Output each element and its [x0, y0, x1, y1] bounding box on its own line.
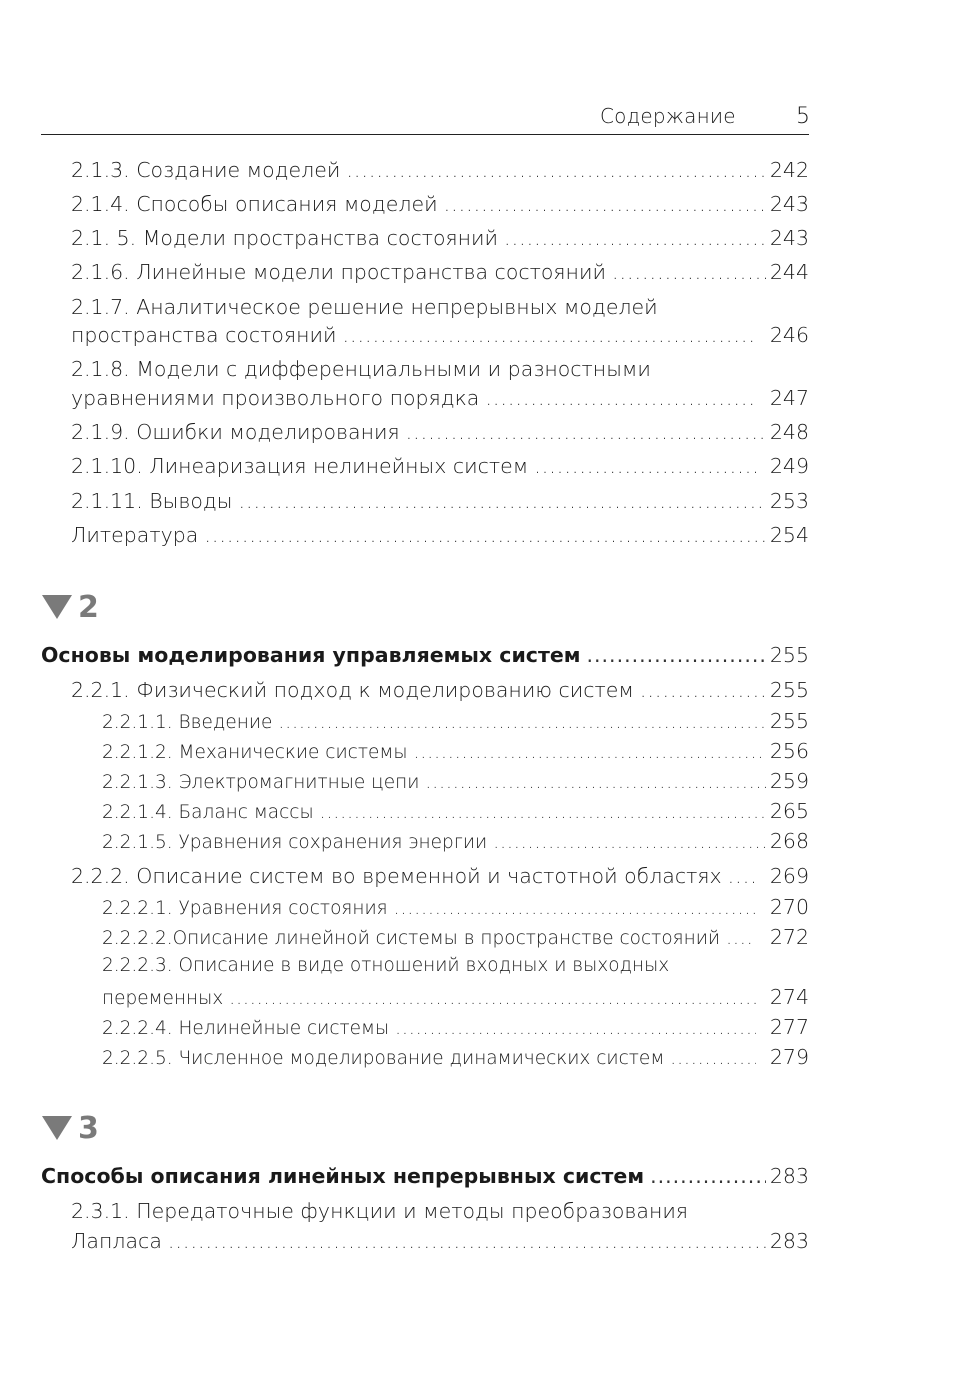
toc-entry-page: 247	[769, 386, 809, 410]
toc-subentry[interactable]	[102, 829, 809, 853]
toc-entry-title: 2.1. 5. Модели пространства состояний	[71, 226, 499, 250]
toc-dot-leader	[493, 832, 766, 853]
toc-subentry[interactable]	[102, 739, 809, 763]
toc-entry[interactable]	[71, 420, 809, 444]
toc-entry-title: 2.1.9. Ошибки моделирования	[71, 420, 400, 444]
toc-entry[interactable]	[71, 158, 809, 182]
toc-dot-leader	[425, 772, 765, 793]
toc-entry-title: 2.2.1. Физический подход к моделированию систем	[71, 678, 634, 702]
toc-dot-leader	[650, 1164, 766, 1188]
toc-dot-leader	[670, 1048, 756, 1069]
toc-entry-page: 243	[769, 226, 809, 250]
triangle-down-icon	[42, 1116, 72, 1140]
toc-dot-leader	[612, 260, 766, 284]
toc-dot-leader	[414, 742, 766, 763]
toc-dot-leader	[346, 158, 766, 182]
chapter-marker	[42, 1111, 99, 1145]
toc-entry-title: 2.2.1.5. Уравнения сохранения энергии	[102, 832, 488, 853]
toc-entry-title: уравнениями произвольного порядка	[71, 386, 480, 410]
toc-subentry[interactable]	[102, 769, 809, 793]
toc-entry-page: 283	[769, 1164, 809, 1188]
toc-entry-page: 249	[769, 454, 809, 478]
toc-entry-title: 2.2.2.2.Описание линейной системы в пространстве состояний	[102, 928, 721, 949]
toc-dot-leader	[278, 712, 765, 733]
chapter-number: 3	[78, 1110, 99, 1146]
running-header-title: Содержание	[600, 104, 736, 128]
toc-entry[interactable]	[71, 260, 809, 284]
toc-dot-leader	[343, 323, 756, 347]
toc-dot-leader	[168, 1229, 766, 1253]
toc-entry-title: 2.1.11. Выводы	[71, 489, 233, 513]
toc-entry-page: 242	[769, 158, 809, 182]
toc-entry-title: пространства состояний	[71, 323, 337, 347]
toc-entry-page: 259	[769, 769, 809, 793]
toc-entry-title: Литература	[71, 523, 199, 547]
toc-entry-page: 283	[769, 1229, 809, 1253]
toc-entry-title: 2.2.2.4. Нелинейные системы	[102, 1018, 390, 1039]
toc-entry-title: 2.1.10. Линеаризация нелинейных систем	[71, 454, 529, 478]
toc-entry-title: 2.2.1.1. Введение	[102, 712, 273, 733]
toc-entry[interactable]	[71, 454, 809, 478]
toc-entry-page: 256	[769, 739, 809, 763]
toc-entry-page: 254	[769, 523, 809, 547]
toc-entry[interactable]	[71, 489, 809, 513]
toc-entry-page: 243	[769, 192, 809, 216]
toc-dot-leader	[726, 928, 756, 949]
toc-entry-title: переменных	[102, 988, 224, 1009]
toc-entry-page: 248	[769, 420, 809, 444]
toc-entry-page: 265	[769, 799, 809, 823]
header-rule	[41, 134, 809, 135]
toc-entry[interactable]	[71, 1229, 809, 1253]
toc-entry-page: 272	[769, 925, 809, 949]
toc-entry-title: 2.2.1.3. Электромагнитные цепи	[102, 772, 420, 793]
toc-dot-leader	[406, 420, 766, 444]
toc-subentry[interactable]	[102, 895, 809, 919]
toc-entry-page: 279	[769, 1045, 809, 1069]
chapter-heading[interactable]	[41, 643, 809, 667]
toc-dot-leader	[238, 489, 765, 513]
toc-dot-leader	[204, 523, 766, 547]
toc-dot-leader	[728, 864, 756, 888]
toc-entry-title-line1: 2.3.1. Передаточные функции и методы преобразования	[71, 1199, 689, 1223]
toc-entry[interactable]	[71, 226, 809, 250]
toc-dot-leader	[534, 454, 756, 478]
toc-entry-title: 2.2.2.5. Численное моделирование динамических систем	[102, 1048, 665, 1069]
chapter-number: 2	[78, 589, 99, 625]
toc-subentry[interactable]	[102, 1015, 809, 1039]
chapter-title: Способы описания линейных непрерывных систем	[41, 1164, 645, 1188]
toc-entry[interactable]	[71, 678, 809, 702]
toc-entry-page: 255	[769, 709, 809, 733]
toc-entry[interactable]	[71, 323, 809, 347]
toc-entry-page: 246	[769, 323, 809, 347]
toc-entry[interactable]	[71, 386, 809, 410]
toc-entry-page: 255	[769, 678, 809, 702]
triangle-down-icon	[42, 595, 72, 619]
toc-entry[interactable]	[71, 523, 809, 547]
toc-entry-page: 268	[769, 829, 809, 853]
toc-dot-leader	[394, 898, 756, 919]
toc-entry-page: 269	[769, 864, 809, 888]
toc-dot-leader	[485, 386, 756, 410]
chapter-marker	[42, 590, 99, 624]
toc-dot-leader	[444, 192, 766, 216]
toc-entry-title-line1: 2.1.8. Модели с дифференциальными и разностными	[71, 357, 651, 381]
toc-dot-leader	[640, 678, 766, 702]
toc-entry-title: 2.2.2.1. Уравнения состояния	[102, 898, 388, 919]
toc-entry-page: 244	[769, 260, 809, 284]
page-number: 5	[796, 104, 810, 129]
toc-entry-title: 2.2.2. Описание систем во временной и частотной областях	[71, 864, 722, 888]
toc-entry-page: 274	[769, 985, 809, 1009]
chapter-title: Основы моделирования управляемых систем	[41, 643, 581, 667]
toc-subentry[interactable]	[102, 1045, 809, 1069]
toc-entry[interactable]	[71, 192, 809, 216]
toc-dot-leader	[504, 226, 766, 250]
toc-subentry[interactable]	[102, 709, 809, 733]
toc-subentry[interactable]	[102, 985, 809, 1009]
toc-entry-title: 2.1.4. Способы описания моделей	[71, 192, 438, 216]
toc-entry-page: 255	[769, 643, 809, 667]
toc-subentry[interactable]	[102, 799, 809, 823]
toc-entry-title: 2.1.6. Линейные модели пространства состояний	[71, 260, 606, 284]
toc-dot-leader	[587, 643, 766, 667]
toc-entry-title-line1: 2.1.7. Аналитическое решение непрерывных моделей	[71, 295, 658, 319]
toc-dot-leader	[320, 802, 766, 823]
toc-entry-title: 2.1.3. Создание моделей	[71, 158, 341, 182]
toc-entry-title: 2.2.1.2. Механические системы	[102, 742, 408, 763]
chapter-heading[interactable]	[41, 1164, 809, 1188]
toc-dot-leader	[229, 988, 756, 1009]
toc-subentry[interactable]	[102, 925, 809, 949]
toc-entry[interactable]	[71, 864, 809, 888]
toc-entry-title: Лапласа	[71, 1229, 162, 1253]
toc-entry-page: 253	[769, 489, 809, 513]
toc-entry-title-line1: 2.2.2.3. Описание в виде отношений входных и выходных	[102, 955, 670, 976]
toc-entry-page: 277	[769, 1015, 809, 1039]
toc-entry-title: 2.2.1.4. Баланс массы	[102, 802, 314, 823]
toc-entry-page: 270	[769, 895, 809, 919]
toc-dot-leader	[395, 1018, 756, 1039]
